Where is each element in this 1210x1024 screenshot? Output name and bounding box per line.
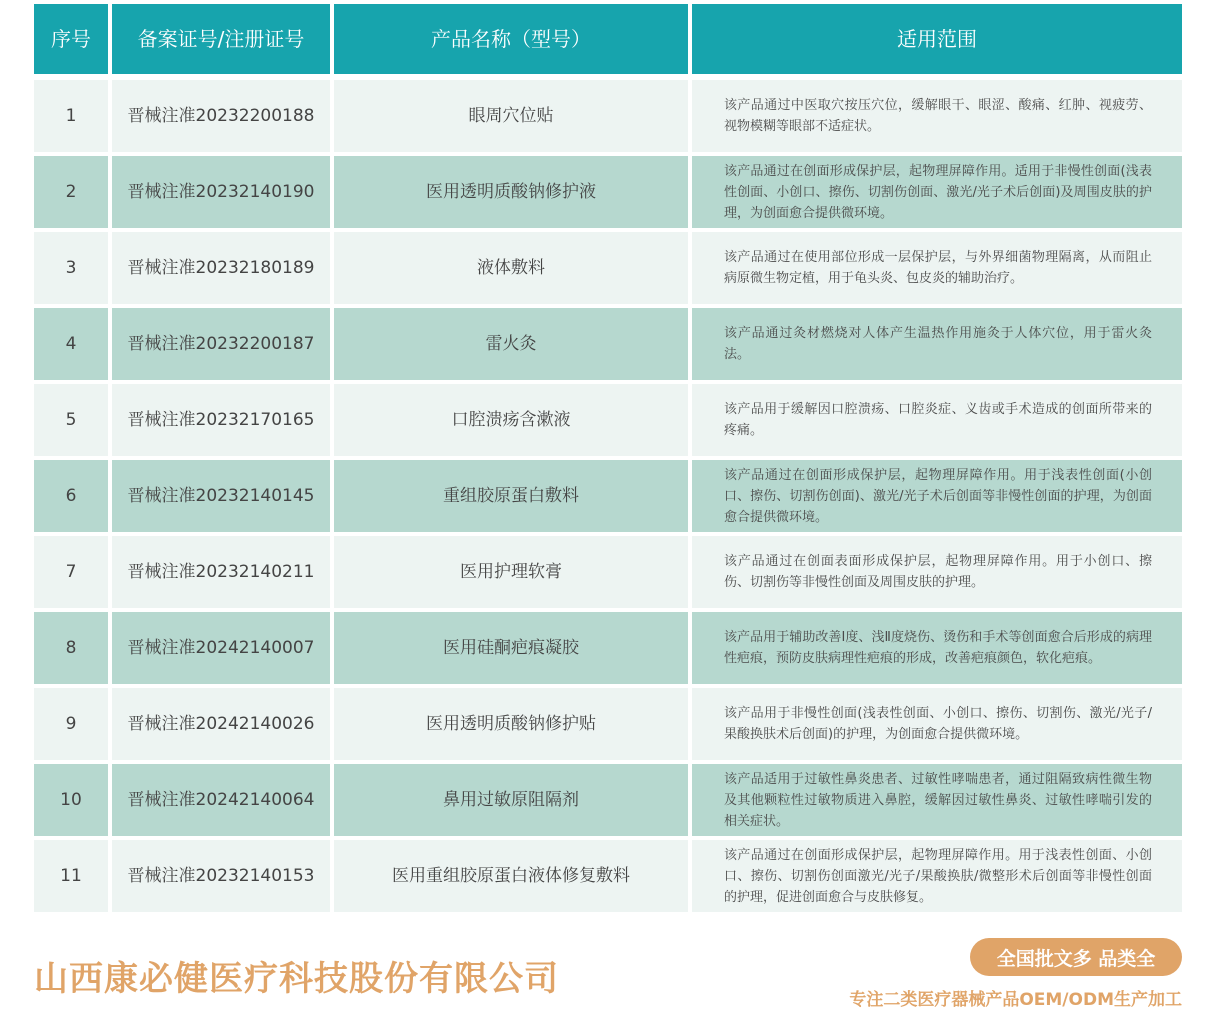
scope-description: 该产品用于辅助改善Ⅰ度、浅Ⅱ度烧伤、烫伤和手术等创面愈合后形成的病理性疤痕，预防皮肤病理性疤痕的形成，改善疤痕颜色，软化疤痕。 [724, 630, 1152, 666]
product-name-cell [334, 384, 688, 456]
row-number-cell [34, 536, 108, 608]
registration-number-cell [112, 460, 330, 532]
row-number: 9 [65, 713, 77, 734]
product-name: 医用透明质酸钠修护液 [426, 181, 596, 202]
row-number: 6 [65, 485, 77, 506]
scope-description-cell [692, 156, 1182, 228]
row-number-cell [34, 460, 108, 532]
scope-description: 该产品通过在创面表面形成保护层，起物理屏障作用。用于小创口、擦伤、切割伤等非慢性创面及周围皮肤的护理。 [724, 554, 1152, 590]
product-name: 医用护理软膏 [460, 561, 562, 582]
table-row [34, 764, 1182, 840]
tagline: 专注二类医疗器械产品OEM/ODM生产加工 [849, 990, 1182, 1010]
scope-description: 该产品通过中医取穴按压穴位，缓解眼干、眼涩、酸痛、红肿、视疲劳、视物模糊等眼部不适症状。 [724, 98, 1152, 134]
highlight-badge: 全国批文多 品类全 [970, 938, 1182, 976]
registration-number: 晋械注准20232140190 [127, 181, 315, 202]
row-number: 4 [65, 333, 77, 354]
registration-number-cell [112, 232, 330, 304]
row-number: 7 [65, 561, 77, 582]
row-number: 11 [60, 865, 82, 886]
product-name: 医用硅酮疤痕凝胶 [443, 637, 579, 658]
table-row [34, 688, 1182, 764]
scope-description-cell [692, 688, 1182, 760]
scope-description: 该产品通过在使用部位形成一层保护层，与外界细菌物理隔离，从而阻止病原微生物定植，用于龟头炎、包皮炎的辅助治疗。 [724, 250, 1152, 286]
registration-number-cell [112, 688, 330, 760]
table-row [34, 156, 1182, 232]
row-number-cell [34, 232, 108, 304]
product-name-cell [334, 612, 688, 684]
scope-description: 该产品适用于过敏性鼻炎患者、过敏性哮喘患者，通过阻隔致病性微生物及其他颗粒性过敏物质进入鼻腔，缓解因过敏性鼻炎、过敏性哮喘引发的相关症状。 [724, 771, 1152, 829]
row-number-cell [34, 764, 108, 836]
registration-number-cell [112, 80, 330, 152]
scope-description: 该产品通过灸材燃烧对人体产生温热作用施灸于人体穴位，用于雷火灸法。 [724, 326, 1152, 362]
header-no: 序号 [34, 4, 108, 74]
registration-number: 晋械注准20232180189 [127, 257, 315, 278]
header-registration: 备案证号/注册证号 [112, 4, 330, 74]
table-row [34, 232, 1182, 308]
product-name-cell [334, 536, 688, 608]
registration-number: 晋械注准20232140145 [127, 485, 315, 506]
scope-description-cell [692, 80, 1182, 152]
row-number-cell [34, 612, 108, 684]
registration-number: 晋械注准20232170165 [127, 409, 315, 430]
registration-number: 晋械注准20242140064 [127, 789, 315, 810]
registration-number: 晋械注准20232140153 [127, 865, 315, 886]
registration-number-cell [112, 156, 330, 228]
scope-description-cell [692, 840, 1182, 912]
registration-number-cell [112, 612, 330, 684]
product-name: 眼周穴位贴 [468, 105, 554, 126]
row-number: 1 [65, 105, 77, 126]
scope-description: 该产品通过在创面形成保护层，起物理屏障作用。用于浅表性创面、小创口、擦伤、切割伤创面激光/光子/果酸换肤/微整形术后创面等非慢性创面的护理，促进创面愈合与皮肤修复。 [724, 847, 1152, 905]
company-name: 山西康必健医疗科技股份有限公司 [34, 959, 559, 999]
product-name: 医用重组胶原蛋白液体修复敷料 [392, 865, 630, 886]
row-number: 8 [65, 637, 77, 658]
registration-number: 晋械注准20232200188 [127, 105, 315, 126]
product-registration-table [34, 4, 1182, 916]
scope-description-cell [692, 612, 1182, 684]
table-row [34, 460, 1182, 536]
row-number: 2 [65, 181, 77, 202]
product-name-cell [334, 764, 688, 836]
registration-number-cell [112, 308, 330, 380]
row-number-cell [34, 384, 108, 456]
product-name-cell [334, 308, 688, 380]
row-number: 3 [65, 257, 77, 278]
table-header-row [34, 4, 1182, 74]
header-product-name: 产品名称（型号） [334, 4, 688, 74]
registration-number: 晋械注准20242140007 [127, 637, 315, 658]
row-number-cell [34, 156, 108, 228]
product-name-cell [334, 80, 688, 152]
product-name: 鼻用过敏原阻隔剂 [443, 789, 579, 810]
row-number: 10 [60, 789, 82, 810]
table-row [34, 612, 1182, 688]
table-row [34, 384, 1182, 460]
scope-description: 该产品通过在创面形成保护层，起物理屏障作用。适用于非慢性创面(浅表性创面、小创口、擦伤、切割伤创面、激光/光子术后创面)及周围皮肤的护理，为创面愈合提供微环境。 [724, 163, 1152, 221]
product-name-cell [334, 232, 688, 304]
scope-description-cell [692, 232, 1182, 304]
row-number-cell [34, 80, 108, 152]
product-name-cell [334, 688, 688, 760]
scope-description-cell [692, 308, 1182, 380]
row-number-cell [34, 688, 108, 760]
row-number-cell [34, 308, 108, 380]
registration-number: 晋械注准20242140026 [127, 713, 315, 734]
scope-description: 该产品用于非慢性创面(浅表性创面、小创口、擦伤、切割伤、激光/光子/果酸换肤术后创面)的护理，为创面愈合提供微环境。 [724, 706, 1152, 742]
scope-description-cell [692, 460, 1182, 532]
product-name-cell [334, 156, 688, 228]
registration-number-cell [112, 536, 330, 608]
table-row [34, 840, 1182, 916]
product-name: 液体敷料 [477, 257, 545, 278]
table-row [34, 308, 1182, 384]
scope-description: 该产品用于缓解因口腔溃疡、口腔炎症、义齿或手术造成的创面所带来的疼痛。 [724, 402, 1152, 438]
product-name: 雷火灸 [485, 333, 537, 354]
scope-description-cell [692, 536, 1182, 608]
table-row [34, 536, 1182, 612]
header-scope: 适用范围 [692, 4, 1182, 74]
table-body [34, 80, 1182, 916]
product-name: 重组胶原蛋白敷料 [443, 485, 579, 506]
scope-description-cell [692, 764, 1182, 836]
registration-number-cell [112, 764, 330, 836]
product-name: 医用透明质酸钠修护贴 [426, 713, 596, 734]
product-name: 口腔溃疡含漱液 [451, 409, 571, 430]
registration-number-cell [112, 840, 330, 912]
row-number: 5 [65, 409, 77, 430]
registration-number: 晋械注准20232200187 [127, 333, 315, 354]
row-number-cell [34, 840, 108, 912]
scope-description-cell [692, 384, 1182, 456]
scope-description: 该产品通过在创面形成保护层，起物理屏障作用。用于浅表性创面(小创口、擦伤、切割伤创面)、激光/光子术后创面等非慢性创面的护理，为创面愈合提供微环境。 [724, 467, 1152, 525]
product-name-cell [334, 840, 688, 912]
registration-number-cell [112, 384, 330, 456]
registration-number: 晋械注准20232140211 [127, 561, 315, 582]
product-name-cell [334, 460, 688, 532]
table-row [34, 80, 1182, 156]
